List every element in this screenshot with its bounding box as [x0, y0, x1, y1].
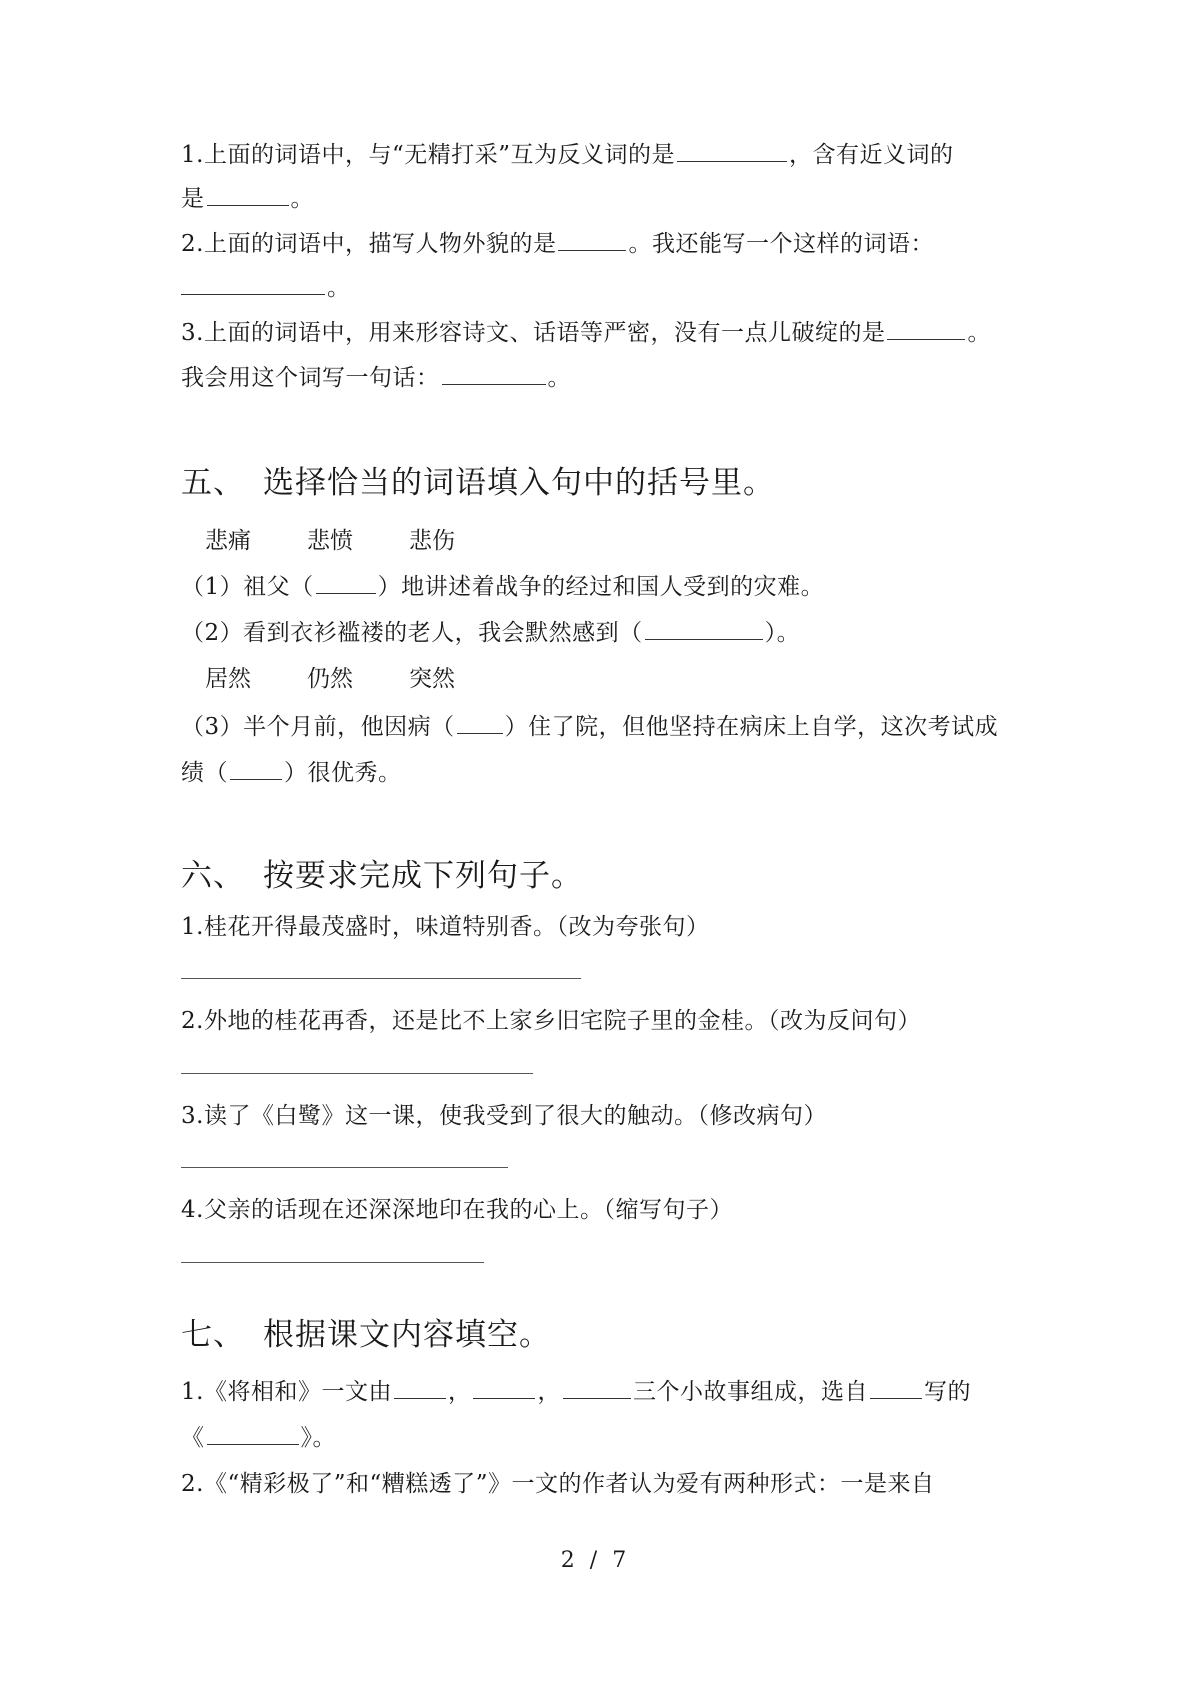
- answer-blank[interactable]: [207, 185, 289, 206]
- answer-blank[interactable]: [645, 619, 763, 640]
- s6-item-3: 3.读了《白鹭》这一课，使我受到了很大的触动。（修改病句）: [181, 1103, 827, 1129]
- word-option: 悲伤: [409, 528, 455, 554]
- section6-heading: 六、 按要求完成下列句子。: [181, 858, 583, 894]
- word-bank-2: [205, 664, 511, 694]
- section7-heading: 七、 根据课文内容填空。: [181, 1317, 551, 1353]
- answer-blank[interactable]: [230, 759, 282, 780]
- answer-blank[interactable]: [677, 141, 787, 162]
- s4-q3-line2: 我会用这个词写一句话： 。: [181, 365, 571, 391]
- page-number: 2 / 7: [560, 1548, 631, 1573]
- s5-sentence-3-line1: （3）半个月前，他因病（ ）住了院，但他坚持在病床上自学，这次考试成: [181, 714, 999, 740]
- s4-q3-line1: 3.上面的词语中，用来形容诗文、话语等严密，没有一点儿破绽的是 。: [181, 320, 991, 346]
- s4-q1-line2: 是 。: [181, 186, 314, 212]
- answer-blank[interactable]: [558, 230, 626, 251]
- answer-blank[interactable]: [316, 573, 376, 594]
- s6-item-1: 1.桂花开得最茂盛时，味道特别香。（改为夸张句）: [181, 914, 710, 940]
- answer-blank[interactable]: [887, 319, 965, 340]
- answer-blank[interactable]: [181, 274, 325, 295]
- s6-item-4: 4.父亲的话现在还深深地印在我的心上。（缩写句子）: [181, 1197, 733, 1223]
- s5-sentence-3-line2: 绩（ ）很优秀。: [181, 760, 402, 786]
- s7-q1-line1: 1.《将相和》一文由 ， ， 三个小故事组成，选自 写的: [181, 1379, 971, 1405]
- answer-blank[interactable]: [207, 1424, 299, 1445]
- answer-line[interactable]: [181, 1262, 484, 1263]
- answer-blank[interactable]: [394, 1378, 446, 1399]
- s4-q1-line1: 1.上面的词语中，与“无精打采”互为反义词的是 ，含有近义词的: [181, 142, 954, 168]
- s4-q2-line2: 。: [181, 273, 351, 303]
- answer-blank[interactable]: [870, 1378, 922, 1399]
- s7-q2-line1: 2.《“精彩极了”和“糟糕透了”》一文的作者认为爱有两种形式：一是来自: [181, 1471, 935, 1497]
- s6-item-2: 2.外地的桂花再香，还是比不上家乡旧宅院子里的金桂。（改为反问句）: [181, 1008, 921, 1034]
- word-option: 突然: [409, 666, 455, 692]
- word-bank-1: [205, 526, 511, 556]
- answer-blank[interactable]: [442, 364, 546, 385]
- answer-blank[interactable]: [473, 1378, 535, 1399]
- word-option: 居然: [205, 666, 251, 692]
- s5-sentence-1: （1）祖父（ ）地讲述着战争的经过和国人受到的灾难。: [181, 574, 825, 600]
- answer-blank[interactable]: [457, 713, 503, 734]
- s7-q1-line2: 《 》。: [181, 1425, 336, 1451]
- answer-blank[interactable]: [563, 1378, 631, 1399]
- answer-line[interactable]: [181, 1073, 533, 1074]
- s5-sentence-2: （2）看到衣衫褴褛的老人，我会默然感到（ ）。: [181, 620, 801, 646]
- answer-line[interactable]: [181, 978, 581, 979]
- word-option: 仍然: [307, 666, 353, 692]
- word-option: 悲痛: [205, 528, 251, 554]
- answer-line[interactable]: [181, 1167, 508, 1168]
- word-option: 悲愤: [307, 528, 353, 554]
- section5-heading: 五、 选择恰当的词语填入句中的括号里。: [181, 465, 775, 501]
- s4-q2-line1: 2.上面的词语中，描写人物外貌的是 。我还能写一个这样的词语：: [181, 231, 934, 257]
